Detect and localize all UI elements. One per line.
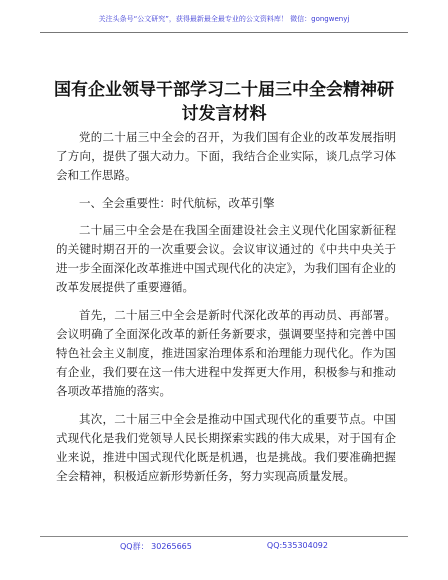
paragraph: 二十届三中全会是在我国全面建设社会主义现代化国家新征程的关键时期召开的一次重要会议。会议审议通过的《中共中央关于进一步全面深化改革推进中国式现代化的决定》，为我们国有企业的改革发展提供了重要遵循。 [56, 222, 396, 295]
header-banner: 关注头条号“公文研究”，获得最新最全最专业的公文资料库！ 微信：gongwenyj [98, 15, 350, 23]
section-heading: 一、全会重要性：时代航标，改革引擎 [79, 195, 275, 210]
footer-qq-group: QQ群： 30265665 [120, 542, 192, 551]
document-title: 国有企业领导干部学习二十届三中全会精神研讨发言材料 [54, 80, 394, 124]
document-body [56, 128, 396, 494]
paragraph: 首先，二十届三中全会是新时代深化改革的再动员、再部署。会议明确了全面深化改革的新任务新要求，强调要坚持和完善中国特色社会主义制度，推进国家治理体系和治理能力现代化。作为国有企业，我们要在这一伟大进程中发挥更大作用，积极参与和推动各项改革措施的落实。 [56, 307, 396, 399]
footer-qq-number: QQ:535304092 [266, 541, 328, 550]
paragraph: 其次，二十届三中全会是推动中国式现代化的重要节点。中国式现代化是我们党领导人民长期探索实践的伟大成果，对于国有企业来说，推进中国式现代化既是机遇，也是挑战。我们要准确把握全会精神，积极适应新形势新任务，努力实现高质量发展。 [56, 411, 396, 484]
footer-contacts [120, 541, 328, 552]
paragraph-intro: 党的二十届三中全会的召开，为我们国有企业的改革发展指明了方向，提供了强大动力。下面，我结合企业实际，谈几点学习体会和工作思路。 [56, 130, 396, 183]
header-divider [40, 32, 408, 33]
footer-divider [40, 536, 408, 537]
